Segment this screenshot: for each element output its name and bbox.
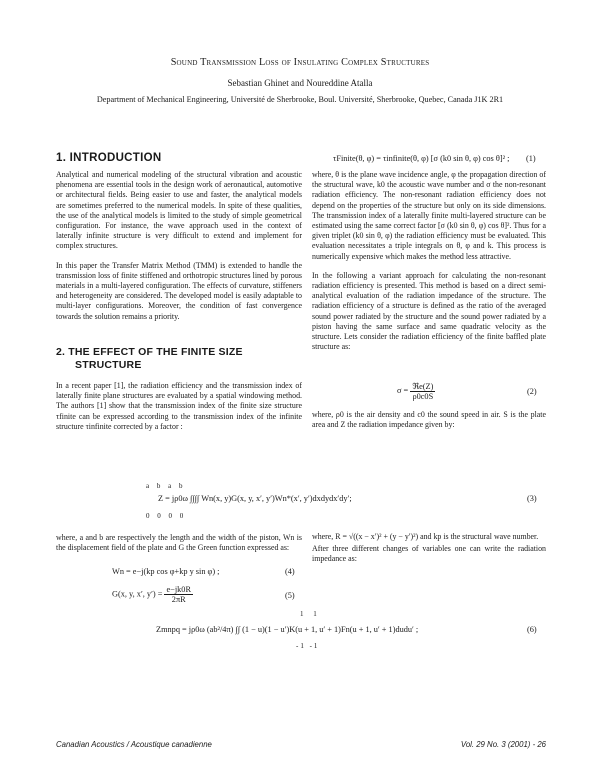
- right-after-eq3: [312, 532, 546, 574]
- section-1-heading: 1. INTRODUCTION: [56, 152, 162, 164]
- right-paragraph-5: After three different changes of variables one can write the radiation impedance as:: [312, 544, 546, 564]
- section-2-heading-line-2: STRUCTURE: [75, 359, 142, 371]
- equation-4-number: (4): [285, 567, 295, 576]
- paper-title: Sound Transmission Loss of Insulating Complex Structures: [170, 57, 430, 68]
- left-after-eq3: [56, 533, 302, 562]
- right-paragraph-4: where, R = √((x − x′)² + (y − y′)²) and kp is the structural wave number.: [312, 532, 539, 541]
- equation-3: Z = jρ0ω ∫∫∫∫ Wn(x, y)G(x, y, x′, y′)Wn*(x′, y′)dxdydx′dy′;: [158, 494, 352, 503]
- intro-paragraph-2: In this paper the Transfer Matrix Method (TMM) is extended to handle the transmission loss of finite stiffened and orthotropic structures lined by porous materials in a multi-layered configuration. The effects of curvature, stiffeners and heterogeneity are considered. The developed model is easily adaptable to multi-layer configurations. Moreover, the condition of fast convergence towards the solution remains a priority.: [56, 260, 302, 321]
- equation-5-lhs: G(x, y, x′, y′) =: [112, 589, 163, 599]
- equation-6-number: (6): [527, 625, 537, 634]
- equation-2-number: (2): [527, 387, 537, 396]
- intro-paragraph-1: Analytical and numerical modeling of the structural vibration and acoustic phenomena are essential tools in the design work of aeronautical, automotive or architectural fields. Being easier to use and faster, the analytical models are sometimes preferred to the numerical models. In spite of these qualities, the use of the analytical models is limited to the study of simple geometrical configuration. For instance, the wave approach used in the context of laterally infinite structure is very difficult to extend and implement for complex structures.: [56, 170, 302, 251]
- footer-volume: Vol. 29 No. 3 (2001) - 26: [460, 740, 546, 749]
- right-paragraph-2: In the following a variant approach for calculating the non-resonant radiation efficiency is presented. This method is based on a direct semi-analytical evaluation of the radiation impedance of the structure. The radiation efficiency of a structure is defined as the ratio of the averaged sound power radiated by the structure and the sound power radiated by a piston having the same surface and same quadratic velocity as the structure. Lets consider the radiation efficiency of the finite baffled plate structure as:: [312, 270, 546, 352]
- left-paragraph-after-eq3: where, a and b are respectively the length and the width of the piston, Wn is the displacement field of the plate and G the Green function expressed as:: [56, 533, 302, 553]
- equation-6-upper-limits: 1 1: [300, 610, 321, 618]
- equation-2-numerator: ℜe(Z): [412, 382, 434, 391]
- equation-5-fraction: [164, 585, 193, 604]
- section-2-body: [56, 381, 302, 441]
- equation-2-lhs: σ =: [397, 385, 409, 395]
- equation-2-fraction: [410, 381, 435, 401]
- equation-3-lower-limits: 0 0 0 0: [146, 512, 187, 520]
- equation-2-denominator: ρ0c0S: [412, 392, 434, 401]
- section-1-body: [56, 170, 302, 331]
- paper-authors: Sebastian Ghinet and Noureddine Atalla: [227, 78, 373, 88]
- equation-2: [397, 381, 435, 401]
- equation-3-upper-limits: a b a b: [146, 482, 186, 490]
- section-2-paragraph-1: In a recent paper [1], the radiation efficiency and the transmission index of laterally finite plane structures are evaluated by a spatial windowing method. The authors [1] show that the transmission index of the finite size structure τfinite can be expressed according to the transmission index of the infinite structure τinfinite corrected by a factor :: [56, 381, 302, 431]
- footer-journal: Canadian Acoustics / Acoustique canadienne: [56, 740, 212, 749]
- equation-5-number: (5): [285, 591, 295, 600]
- equation-4: Wn = e−j(kp cos φ+kp y sin φ) ;: [112, 567, 220, 576]
- right-paragraph-1: where, θ is the plane wave incidence angle, φ the propagation direction of the structural wave, k0 the acoustic wave number and σ the non-resonant radiation efficiency. The non-resonant radiation efficiency does not depend on the properties of the structure but only on its side dimensions. The transmission index of a laterally finite multi-layered structure can be estimated using the same correct factor [σ (k0 sin θ, φ) cos θ]². Thus for a given triplet (k0 sin θ, φ) the radiation efficiency must be evaluated. This evaluation necessitates a triple integrals on θ, φ and k. This process is numerically expensive which makes the method less attractive.: [312, 170, 546, 261]
- right-paragraph-3: where, ρ0 is the air density and c0 the sound speed in air. S is the plate area and Z the radiation impedance given by:: [312, 410, 546, 430]
- section-2-heading-line-1: 2. THE EFFECT OF THE FINITE SIZE: [56, 346, 243, 358]
- equation-3-number: (3): [527, 494, 537, 503]
- section-2-heading: [56, 346, 302, 372]
- equation-6-lower-limits: -1 -1: [296, 642, 320, 650]
- right-column-body: [312, 170, 546, 361]
- equation-5-numerator: e−jk0R: [166, 585, 191, 594]
- equation-6: Zmnpq = jρ0ω (ab²/4π) ∫∫ (1 − u)(1 − u′)K(u + 1, u′ + 1)Fn(u + 1, u′ + 1)dudu′ ;: [156, 625, 419, 634]
- right-paragraph-3-wrap: [312, 410, 546, 439]
- equation-1: τFinite(θ, φ) = τinfinite(θ, φ) [σ (k0 sin θ, φ) cos θ]² ;: [333, 154, 510, 163]
- equation-5: [112, 585, 193, 604]
- equation-1-number: (1): [526, 154, 536, 163]
- equation-5-denominator: 2πR: [171, 595, 186, 604]
- paper-affiliation: Department of Mechanical Engineering, Université de Sherbrooke, Boul. Université, Sherbrooke, Quebec, Canada J1K 2R1: [96, 95, 504, 104]
